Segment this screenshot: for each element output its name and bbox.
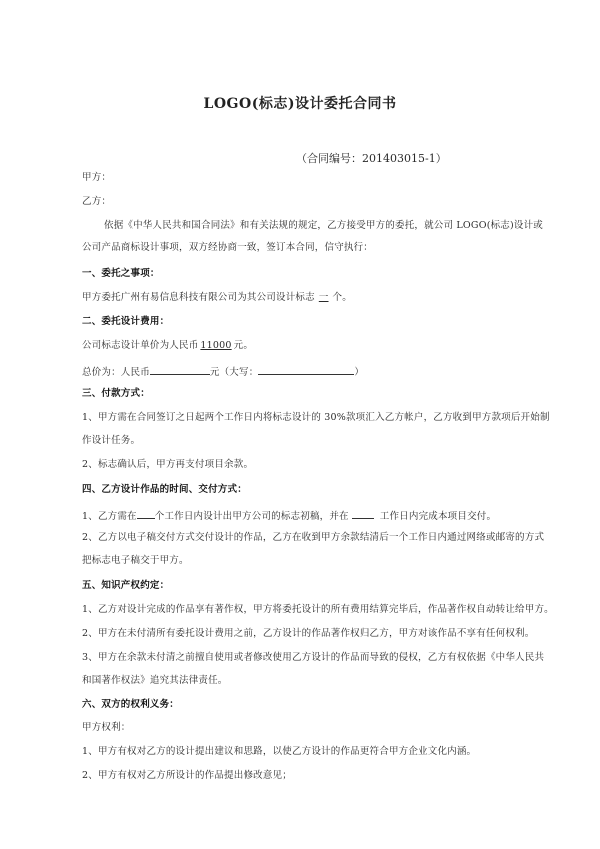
s6-rights-a: 甲方权利： <box>82 722 131 733</box>
section-6-heading: 六、双方的权利义务： <box>82 699 180 710</box>
section-3-heading: 三、付款方式： <box>82 388 150 399</box>
s5-p1: 1、乙方对设计完成的作品享有著作权，甲方将委托设计的所有费用结算完毕后，作品著作权自动转让给甲方。 <box>82 604 554 615</box>
contract-number: （合同编号：201403015-1） <box>296 152 447 165</box>
s5-p3-line1: 3、甲方在余款未付清之前擅自使用或者修改使用乙方设计的作品而导致的侵权，乙方有权依据《中华人民共 <box>82 652 545 663</box>
section-1-heading: 一、委托之事项： <box>82 268 160 279</box>
total-amount-blank <box>150 364 210 375</box>
total-amount-words-blank <box>258 364 354 375</box>
s4-p2-line1: 2、乙方以电子稿交付方式交付设计的作品，乙方在收到甲方余款结清后一个工作日内通过网络或邮寄的方式 <box>82 532 545 543</box>
s2-total-a: 总价为：人民币 <box>82 367 150 378</box>
section-5-heading: 五、知识产权约定： <box>82 580 170 591</box>
days-blank-2 <box>352 508 374 519</box>
s5-p2: 2、甲方在未付清所有委托设计费用之前，乙方设计的作品著作权归乙方，甲方对该作品不享有任何权利。 <box>82 628 535 639</box>
s4-p1-a: 1、乙方需在 <box>82 511 137 522</box>
intro-line-1: 依据《中华人民共和国合同法》和有关法规的规定，乙方接受甲方的委托，就公司 LOGO(标志)设计或 <box>104 220 544 231</box>
section-4-heading: 四、乙方设计作品的时间、交付方式： <box>82 484 247 495</box>
s2-unit-a: 公司标志设计单价为人民币 <box>82 340 199 351</box>
section-2-heading: 二、委托设计费用： <box>82 316 170 327</box>
s4-p2-line2: 把标志电子稿交于甲方。 <box>82 555 189 566</box>
s6-p2: 2、甲方有权对乙方所设计的作品提出修改意见； <box>82 770 292 781</box>
s1-text-a: 甲方委托广州有易信息科技有限公司为其公司设计标志 <box>82 292 315 303</box>
party-a-label: 甲方： <box>82 172 112 183</box>
s2-total-c: ） <box>354 367 365 378</box>
party-b-label: 乙方： <box>82 196 112 207</box>
section-2-total <box>82 364 364 379</box>
s2-unit-b: 元。 <box>233 340 254 351</box>
s1-text-b: 个。 <box>332 292 352 303</box>
s4-p1-b: 个工作日内设计出甲方公司的标志初稿，并在 <box>154 511 349 522</box>
intro-line-2: 公司产品商标设计事项，双方经协商一致，签订本合同，信守执行： <box>82 242 374 253</box>
s6-p1: 1、甲方有权对乙方的设计提出建议和思路，以使乙方设计的作品更符合甲方企业文化内涵。 <box>82 746 477 757</box>
section-1-text <box>82 292 352 304</box>
document-title: LOGO(标志)设计委托合同书 <box>203 96 397 112</box>
s5-p3-line2: 和国著作权法》追究其法律责任。 <box>82 675 228 686</box>
s3-p2: 2、标志确认后，甲方再支付项目余款。 <box>82 459 254 470</box>
s2-total-b: 元（大写： <box>209 367 259 378</box>
s4-p1 <box>82 508 496 523</box>
s1-count: 一 <box>318 292 329 303</box>
s2-unit-value: 11000 <box>200 340 232 351</box>
s4-p1-c: 工作日内完成本项目交付。 <box>379 511 497 522</box>
section-2-unit-price <box>82 340 253 352</box>
s3-p1-line1: 1、甲方需在合同签订之日起两个工作日内将标志设计的 30%款项汇入乙方帐户，乙方收到甲方款项后开始制 <box>82 412 550 423</box>
days-blank-1 <box>137 508 155 519</box>
s3-p1-line2: 作设计任务。 <box>82 435 141 446</box>
